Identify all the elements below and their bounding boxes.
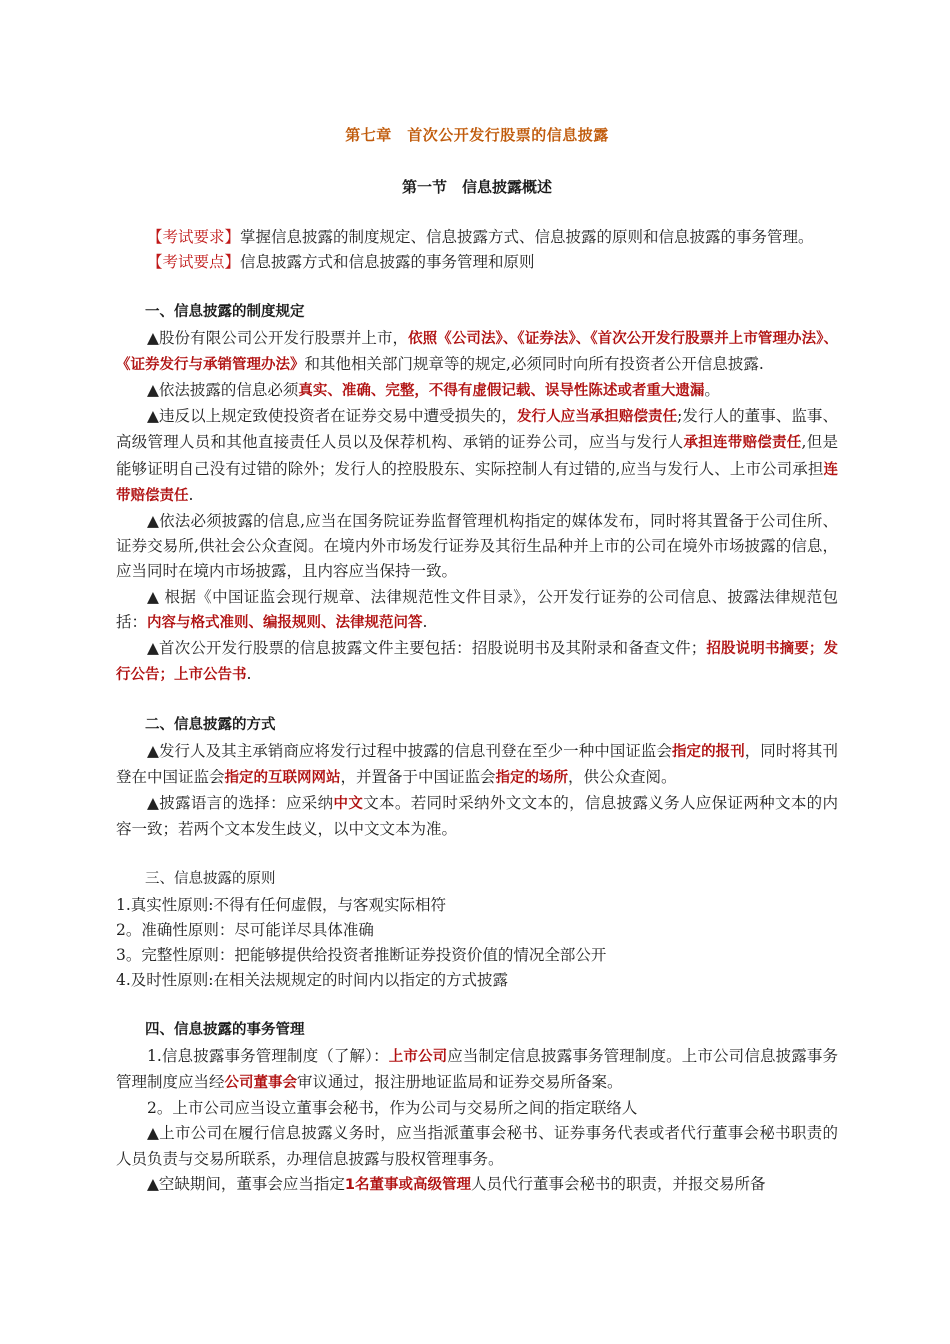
- emphasis: 承担连带赔偿责任: [683, 435, 802, 452]
- exam-requirement: [116, 225, 838, 250]
- document-body: [116, 225, 838, 1198]
- paragraph: ▲违反以上规定致使投资者在证券交易中遭受损失的，发行人应当承担赔偿责任;发行人的董事、监事、高级管理人员和其他直接责任人员以及保荐机构、承销的证券公司，应当与发行人承担连带赔偿责任,但是能够证明自己没有过错的除外；发行人的控股股东、实际控制人有过错的,应当与发行人、上市公司承担连带赔偿责任.: [116, 407, 838, 504]
- section-title: 第一节 信息披露概述: [401, 178, 552, 196]
- emphasis: 指定的报刊: [672, 743, 745, 760]
- emphasis: 1名董事或高级管理: [344, 1176, 472, 1193]
- emphasis: 中文: [333, 796, 364, 813]
- requirement-label: 【考试要求】: [147, 228, 241, 246]
- paragraph: ▲首次公开发行股票的信息披露文件主要包括：招股说明书及其附录和备查文件；招股说明书摘要；发行公告；上市公告书.: [116, 639, 838, 684]
- emphasis: 指定的互联网网站: [224, 769, 341, 786]
- heading-3: 三、信息披露的原则: [145, 871, 276, 888]
- paragraph: ▲空缺期间，董事会应当指定1名董事或高级管理人员代行董事会秘书的职责，并报交易所备: [147, 1174, 766, 1193]
- paragraph: ▲依法披露的信息必须真实、准确、完整，不得有虚假记载、误导性陈述或者重大遗漏。: [147, 381, 720, 400]
- list-item: 3。完整性原则：把能够提供给投资者推断证券投资价值的情况全部公开: [116, 946, 607, 965]
- emphasis: 公司董事会: [224, 1074, 298, 1091]
- emphasis: 招股说明书摘要；发行公告；上市公告书: [116, 641, 838, 684]
- emphasis: 指定的场所: [495, 769, 569, 786]
- chapter-title: 第七章 首次公开发行股票的信息披露: [345, 126, 609, 144]
- emphasis: 连带赔偿责任: [116, 461, 838, 504]
- emphasis: 真实、准确、完整，不得有虚假记载、误导性陈述或者重大遗漏: [298, 383, 705, 400]
- emphasis: 发行人应当承担赔偿责任: [516, 409, 678, 426]
- paragraph: 1.信息披露事务管理制度（了解）：上市公司应当制定信息披露事务管理制度。上市公司信息披露事务管理制度应当经公司董事会审议通过，报注册地证监局和证券交易所备案。: [116, 1046, 838, 1091]
- exam-points: [116, 250, 838, 275]
- paragraph: ▲股份有限公司公开发行股票并上市，依照《公司法》、《证券法》、《首次公开发行股票并上市管理办法》、《证券发行与承销管理办法》和其他相关部门规章等的规定,必须同时向所有投资者公开信息披露.: [116, 328, 839, 373]
- emphasis: 上市公司: [388, 1048, 448, 1065]
- list-item: 2。准确性原则：尽可能详尽具体准确: [116, 920, 374, 939]
- paragraph: ▲发行人及其主承销商应将发行过程中披露的信息刊登在至少一种中国证监会指定的报刊，同时将其刊登在中国证监会指定的互联网网站，并置备于中国证监会指定的场所，供公众查阅。: [116, 741, 838, 786]
- paragraph: ▲上市公司在履行信息披露义务时，应当指派董事会秘书、证券事务代表或者代行董事会秘书职责的人员负责与交易所联系，办理信息披露与股权管理事务。: [116, 1124, 838, 1168]
- heading-1: 一、信息披露的制度规定: [145, 304, 305, 321]
- emphasis: 依照《公司法》、《证券法》、《首次公开发行股票并上市管理办法》、《证券发行与承销管理办法》: [116, 330, 839, 373]
- paragraph: 2。上市公司应当设立董事会秘书，作为公司与交易所之间的指定联络人: [147, 1099, 638, 1118]
- paragraph: ▲依法必须披露的信息,应当在国务院证券监督管理机构指定的媒体发布，同时将其置备于公司住所、证券交易所,供社会公众查阅。在境内外市场发行证券及其衍生品种并上市的公司在境外市场披露的信息，应当同时在境内市场披露，且内容应当保持一致。: [116, 512, 838, 581]
- paragraph: ▲披露语言的选择：应采纳中文文本。若同时采纳外文文本的，信息披露义务人应保证两种文本的内容一致；若两个文本发生歧义，以中文文本为准。: [116, 794, 839, 839]
- emphasis: 内容与格式准则、编报规则、法律规范问答: [147, 614, 423, 631]
- points-label: 【考试要点】: [147, 253, 241, 272]
- heading-4: 四、信息披露的事务管理: [145, 1022, 305, 1039]
- list-item: 4.及时性原则:在相关法规规定的时间内以指定的方式披露: [116, 971, 509, 990]
- paragraph: ▲ 根据《中国证监会现行规章、法律规范性文件目录》，公开发行证券的公司信息、披露法律规范包括：内容与格式准则、编报规则、法律规范问答.: [116, 587, 838, 631]
- heading-2: 二、信息披露的方式: [145, 717, 276, 734]
- points-text: 信息披露方式和信息披露的事务管理和原则: [240, 253, 535, 272]
- list-item: 1.真实性原则:不得有任何虚假，与客观实际相符: [116, 895, 447, 914]
- requirement-text: 掌握信息披露的制度规定、信息披露方式、信息披露的原则和信息披露的事务管理。: [240, 228, 814, 246]
